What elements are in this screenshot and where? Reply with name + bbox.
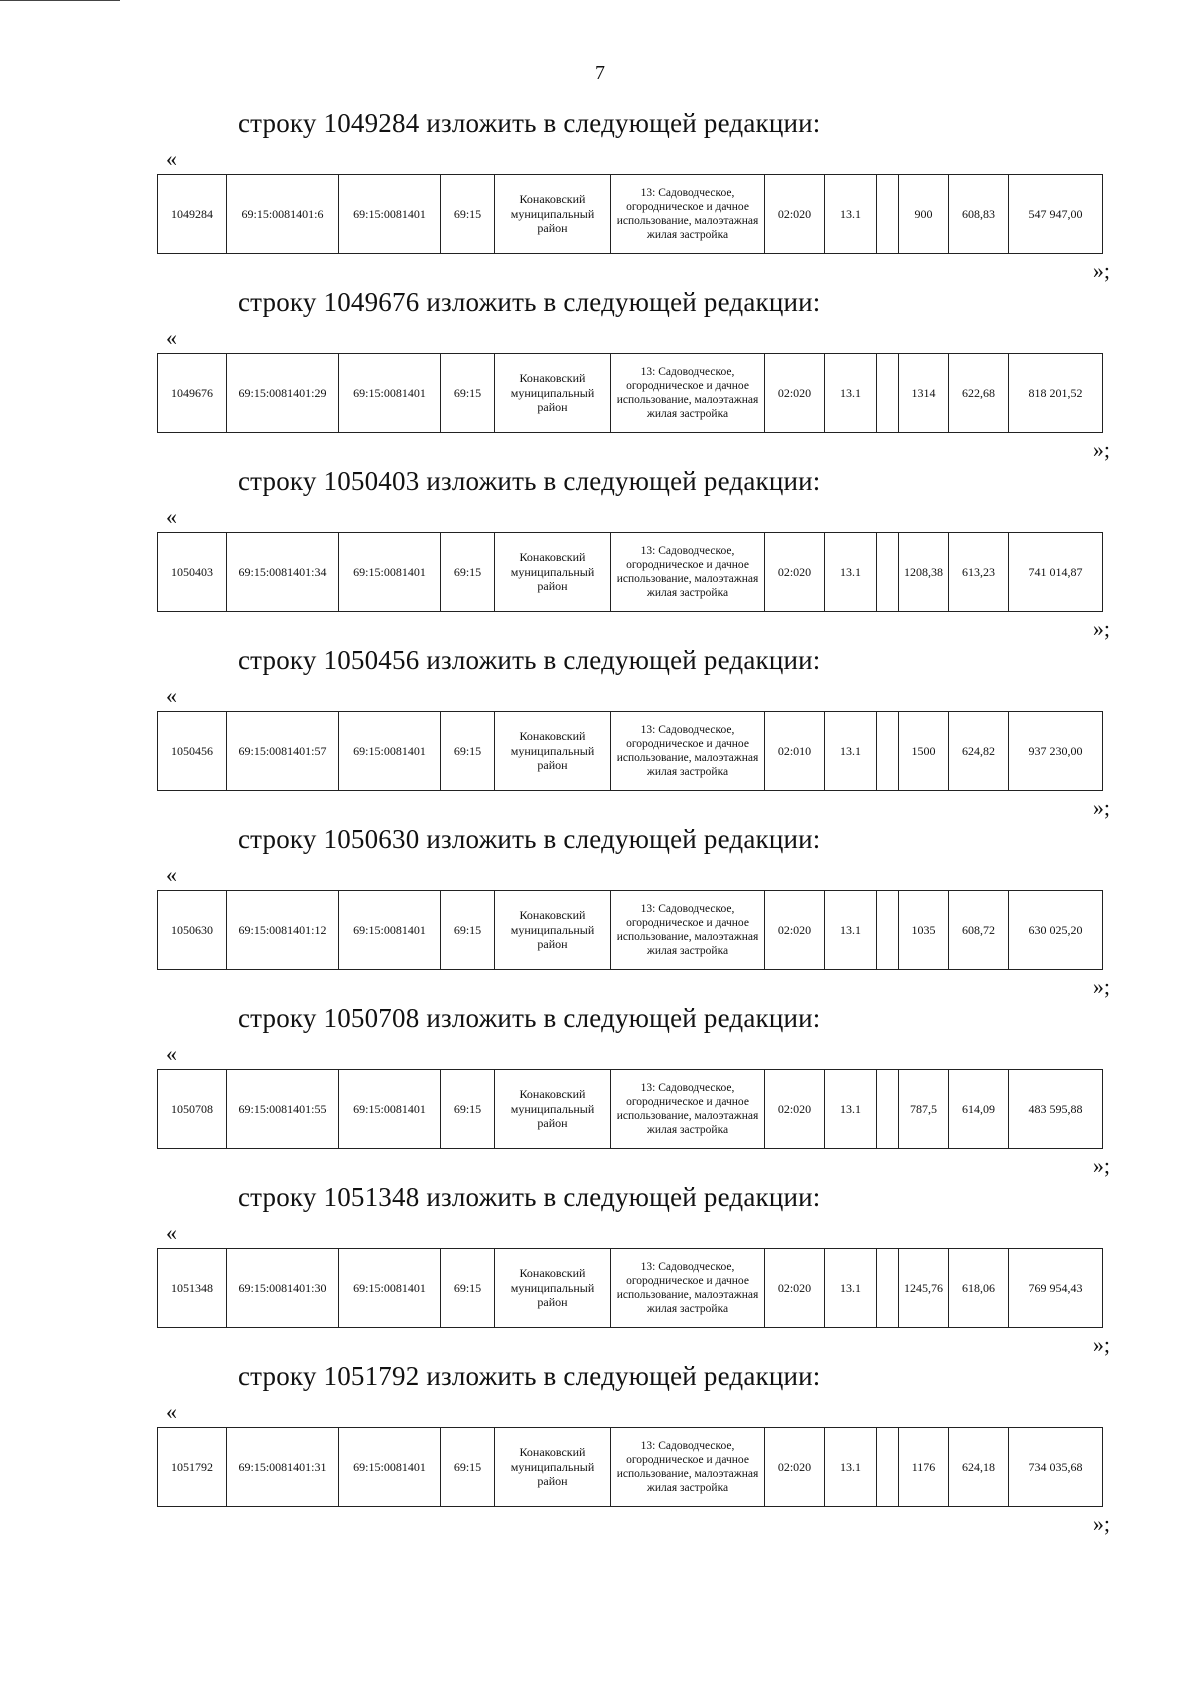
registry-row-table [157,174,1103,254]
row-id-cell: 1050403 [158,533,227,612]
area-cell: 1208,38 [899,533,949,612]
segment-code-cell: 13.1 [825,533,877,612]
segment-code-cell: 13.1 [825,1070,877,1149]
land-use-purpose-cell: 13: Садоводческое, огородническое и дачное использование, малоэтажная жилая застройка [611,533,765,612]
segment-code-cell: 13.1 [825,354,877,433]
group-code-cell: 02:010 [765,712,825,791]
scan-edge-line [0,0,120,2]
group-code-cell: 02:020 [765,533,825,612]
row-id-cell: 1049284 [158,175,227,254]
close-quote: »; [1092,258,1110,283]
row-id-cell: 1051348 [158,1249,227,1328]
cadastral-quarter-cell: 69:15:0081401 [339,533,441,612]
cadastral-number-cell: 69:15:0081401:57 [227,712,339,791]
amendment-blocks [0,108,1200,1540]
amendment-block [0,1003,1200,1182]
municipality-cell: Конаковский муниципальный район [495,712,611,791]
open-quote: « [166,862,177,887]
cadastral-quarter-cell: 69:15:0081401 [339,1070,441,1149]
amendment-title: строку 1049284 изложить в следующей редакции: [238,108,821,138]
empty-cell [877,1428,899,1507]
cadastral-number-cell: 69:15:0081401:30 [227,1249,339,1328]
land-use-purpose-cell: 13: Садоводческое, огородническое и дачное использование, малоэтажная жилая застройка [611,1070,765,1149]
land-use-purpose-cell: 13: Садоводческое, огородническое и дачное использование, малоэтажная жилая застройка [611,354,765,433]
cadastral-value-cell: 818 201,52 [1009,354,1103,433]
close-quote: »; [1092,437,1110,462]
registry-row-table [157,1069,1103,1149]
table-row [158,533,1103,612]
empty-cell [877,1249,899,1328]
land-use-purpose-cell: 13: Садоводческое, огородническое и дачное использование, малоэтажная жилая застройка [611,1249,765,1328]
area-cell: 1500 [899,712,949,791]
cadastral-value-cell: 734 035,68 [1009,1428,1103,1507]
amendment-title: строку 1050630 изложить в следующей редакции: [238,824,821,854]
table-row [158,1428,1103,1507]
cadastral-number-cell: 69:15:0081401:31 [227,1428,339,1507]
cadastral-value-cell: 547 947,00 [1009,175,1103,254]
amendment-title: строку 1050403 изложить в следующей редакции: [238,466,821,496]
municipality-cell: Конаковский муниципальный район [495,1249,611,1328]
district-code-cell: 69:15 [441,1428,495,1507]
district-code-cell: 69:15 [441,1070,495,1149]
open-quote: « [166,1399,177,1424]
land-use-purpose-cell: 13: Садоводческое, огородническое и дачное использование, малоэтажная жилая застройка [611,175,765,254]
segment-code-cell: 13.1 [825,712,877,791]
district-code-cell: 69:15 [441,354,495,433]
group-code-cell: 02:020 [765,1070,825,1149]
amendment-title: строку 1049676 изложить в следующей редакции: [238,287,821,317]
open-quote: « [166,683,177,708]
cadastral-number-cell: 69:15:0081401:55 [227,1070,339,1149]
land-use-purpose-cell: 13: Садоводческое, огородническое и дачное использование, малоэтажная жилая застройка [611,891,765,970]
group-code-cell: 02:020 [765,175,825,254]
empty-cell [877,1070,899,1149]
table-row [158,712,1103,791]
registry-row-table [157,711,1103,791]
cadastral-value-cell: 483 595,88 [1009,1070,1103,1149]
municipality-cell: Конаковский муниципальный район [495,533,611,612]
cadastral-number-cell: 69:15:0081401:6 [227,175,339,254]
amendment-block [0,287,1200,466]
cadastral-quarter-cell: 69:15:0081401 [339,712,441,791]
row-id-cell: 1049676 [158,354,227,433]
land-use-purpose-cell: 13: Садоводческое, огородническое и дачное использование, малоэтажная жилая застройка [611,1428,765,1507]
cadastral-value-cell: 741 014,87 [1009,533,1103,612]
specific-value-cell: 608,83 [949,175,1009,254]
land-use-purpose-cell: 13: Садоводческое, огородническое и дачное использование, малоэтажная жилая застройка [611,712,765,791]
segment-code-cell: 13.1 [825,1428,877,1507]
table-row [158,354,1103,433]
amendment-block [0,466,1200,645]
specific-value-cell: 622,68 [949,354,1009,433]
registry-row-table [157,890,1103,970]
registry-row-table [157,1248,1103,1328]
cadastral-value-cell: 937 230,00 [1009,712,1103,791]
close-quote: »; [1092,1332,1110,1357]
group-code-cell: 02:020 [765,354,825,433]
district-code-cell: 69:15 [441,1249,495,1328]
table-row [158,1070,1103,1149]
open-quote: « [166,146,177,171]
cadastral-quarter-cell: 69:15:0081401 [339,1428,441,1507]
amendment-title: строку 1050456 изложить в следующей редакции: [238,645,821,675]
group-code-cell: 02:020 [765,1428,825,1507]
open-quote: « [166,1220,177,1245]
specific-value-cell: 614,09 [949,1070,1009,1149]
close-quote: »; [1092,795,1110,820]
row-id-cell: 1050456 [158,712,227,791]
registry-row-table [157,532,1103,612]
segment-code-cell: 13.1 [825,891,877,970]
segment-code-cell: 13.1 [825,175,877,254]
open-quote: « [166,1041,177,1066]
amendment-block [0,645,1200,824]
empty-cell [877,712,899,791]
specific-value-cell: 618,06 [949,1249,1009,1328]
table-row [158,891,1103,970]
amendment-title: строку 1051792 изложить в следующей редакции: [238,1361,821,1391]
specific-value-cell: 608,72 [949,891,1009,970]
district-code-cell: 69:15 [441,175,495,254]
amendment-title: строку 1051348 изложить в следующей редакции: [238,1182,821,1212]
specific-value-cell: 613,23 [949,533,1009,612]
close-quote: »; [1092,616,1110,641]
cadastral-quarter-cell: 69:15:0081401 [339,891,441,970]
open-quote: « [166,325,177,350]
district-code-cell: 69:15 [441,533,495,612]
table-row [158,1249,1103,1328]
area-cell: 900 [899,175,949,254]
municipality-cell: Конаковский муниципальный район [495,354,611,433]
close-quote: »; [1092,974,1110,999]
area-cell: 787,5 [899,1070,949,1149]
amendment-block [0,1361,1200,1540]
open-quote: « [166,504,177,529]
empty-cell [877,533,899,612]
area-cell: 1035 [899,891,949,970]
area-cell: 1314 [899,354,949,433]
cadastral-value-cell: 769 954,43 [1009,1249,1103,1328]
district-code-cell: 69:15 [441,891,495,970]
registry-row-table [157,1427,1103,1507]
table-row [158,175,1103,254]
cadastral-value-cell: 630 025,20 [1009,891,1103,970]
cadastral-number-cell: 69:15:0081401:29 [227,354,339,433]
empty-cell [877,175,899,254]
municipality-cell: Конаковский муниципальный район [495,1070,611,1149]
district-code-cell: 69:15 [441,712,495,791]
registry-row-table [157,353,1103,433]
cadastral-quarter-cell: 69:15:0081401 [339,175,441,254]
empty-cell [877,891,899,970]
municipality-cell: Конаковский муниципальный район [495,1428,611,1507]
area-cell: 1176 [899,1428,949,1507]
close-quote: »; [1092,1511,1110,1536]
specific-value-cell: 624,18 [949,1428,1009,1507]
segment-code-cell: 13.1 [825,1249,877,1328]
amendment-block [0,1182,1200,1361]
row-id-cell: 1050630 [158,891,227,970]
row-id-cell: 1050708 [158,1070,227,1149]
cadastral-number-cell: 69:15:0081401:12 [227,891,339,970]
empty-cell [877,354,899,433]
cadastral-quarter-cell: 69:15:0081401 [339,354,441,433]
specific-value-cell: 624,82 [949,712,1009,791]
cadastral-quarter-cell: 69:15:0081401 [339,1249,441,1328]
municipality-cell: Конаковский муниципальный район [495,175,611,254]
page-number: 7 [595,62,605,84]
amendment-block [0,108,1200,287]
municipality-cell: Конаковский муниципальный район [495,891,611,970]
group-code-cell: 02:020 [765,1249,825,1328]
cadastral-number-cell: 69:15:0081401:34 [227,533,339,612]
amendment-title: строку 1050708 изложить в следующей редакции: [238,1003,821,1033]
group-code-cell: 02:020 [765,891,825,970]
row-id-cell: 1051792 [158,1428,227,1507]
amendment-block [0,824,1200,1003]
close-quote: »; [1092,1153,1110,1178]
area-cell: 1245,76 [899,1249,949,1328]
